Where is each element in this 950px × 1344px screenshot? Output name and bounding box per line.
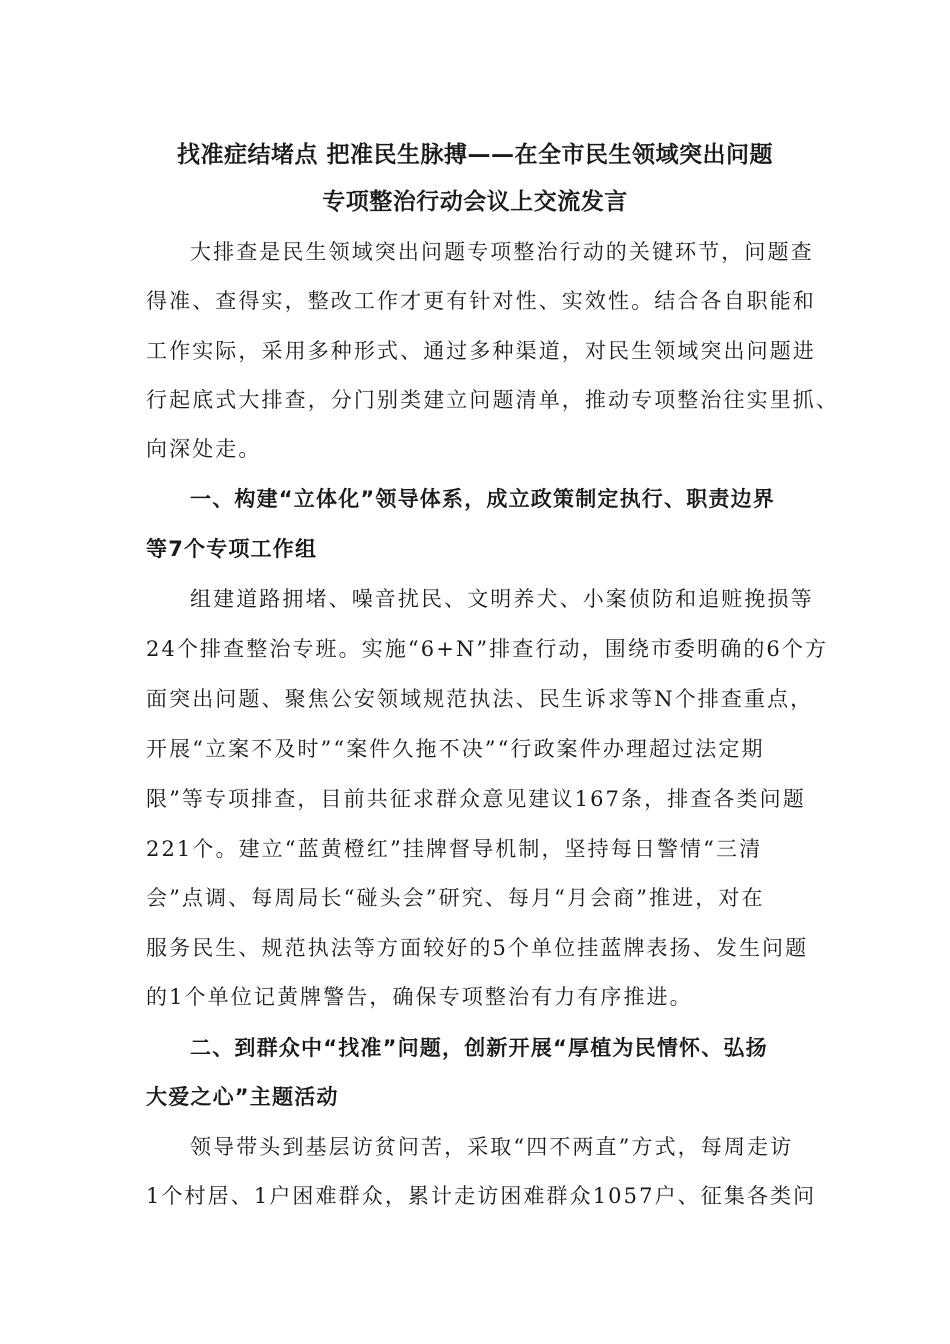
section-1-heading-line-2: 等7个专项工作组: [146, 537, 318, 561]
intro-line-5: 向深处走。: [146, 437, 262, 461]
section-2-heading-line-1: 二、到群众中“找准”问题，创新开展“厚植为民情怀、弘扬: [190, 1036, 768, 1060]
section-1-body-line-7: 会”点调、每周局长“碰头会”研究、每月“月会商”推进，对在: [146, 886, 765, 910]
section-1-body-line-1: 组建道路拥堵、噪音扰民、文明养犬、小案侦防和追赃挽损等: [190, 587, 814, 611]
intro-line-4: 行起底式大排查，分门别类建立问题清单，推动专项整治往实里抓、: [146, 388, 839, 412]
section-1-body-line-3: 面突出问题、聚焦公安领域规范执法、民生诉求等N个排查重点，: [146, 687, 814, 711]
section-1-body-line-6: 221个。建立“蓝黄橙红”挂牌督导机制，坚持每日警情“三清: [146, 837, 763, 861]
section-2-body-line-1: 领导带头到基层访贫问苦，采取“四不两直”方式，每周走访: [190, 1135, 794, 1159]
intro-line-2: 得准、查得实，整改工作才更有针对性、实效性。结合各自职能和: [146, 289, 816, 313]
section-1-body-line-2: 24个排查整治专班。实施“6+N”排查行动，围绕市委明确的6个方: [146, 637, 829, 661]
title-line-2: 专项整治行动会议上交流发言: [322, 189, 628, 215]
section-1-heading-line-1: 一、构建“立体化”领导体系，成立政策制定执行、职责边界: [190, 487, 776, 511]
intro-line-3: 工作实际，采用多种形式、通过多种渠道，对民生领域突出问题进: [146, 339, 816, 363]
title-line-1: 找准症结堵点 把准民生脉搏——在全市民生领域突出问题: [176, 142, 773, 168]
intro-line-1: 大排查是民生领域突出问题专项整治行动的关键环节，问题查: [190, 240, 814, 264]
section-1-body-line-8: 服务民生、规范执法等方面较好的5个单位挂蓝牌表扬、发生问题: [146, 936, 809, 960]
section-1-body-line-9: 的1个单位记黄牌警告，确保专项整治有力有序推进。: [146, 985, 693, 1009]
section-1-body-line-5: 限”等专项排查，目前共征求群众意见建议167条，排查各类问题: [146, 787, 806, 811]
section-2-body-line-2: 1个村居、1户困难群众，累计走访困难群众1057户、征集各类问: [146, 1184, 817, 1208]
section-2-heading-line-2: 大爱之心”主题活动: [146, 1085, 339, 1109]
section-1-body-line-4: 开展“立案不及时”“案件久拖不决”“行政案件办理超过法定期: [146, 737, 765, 761]
